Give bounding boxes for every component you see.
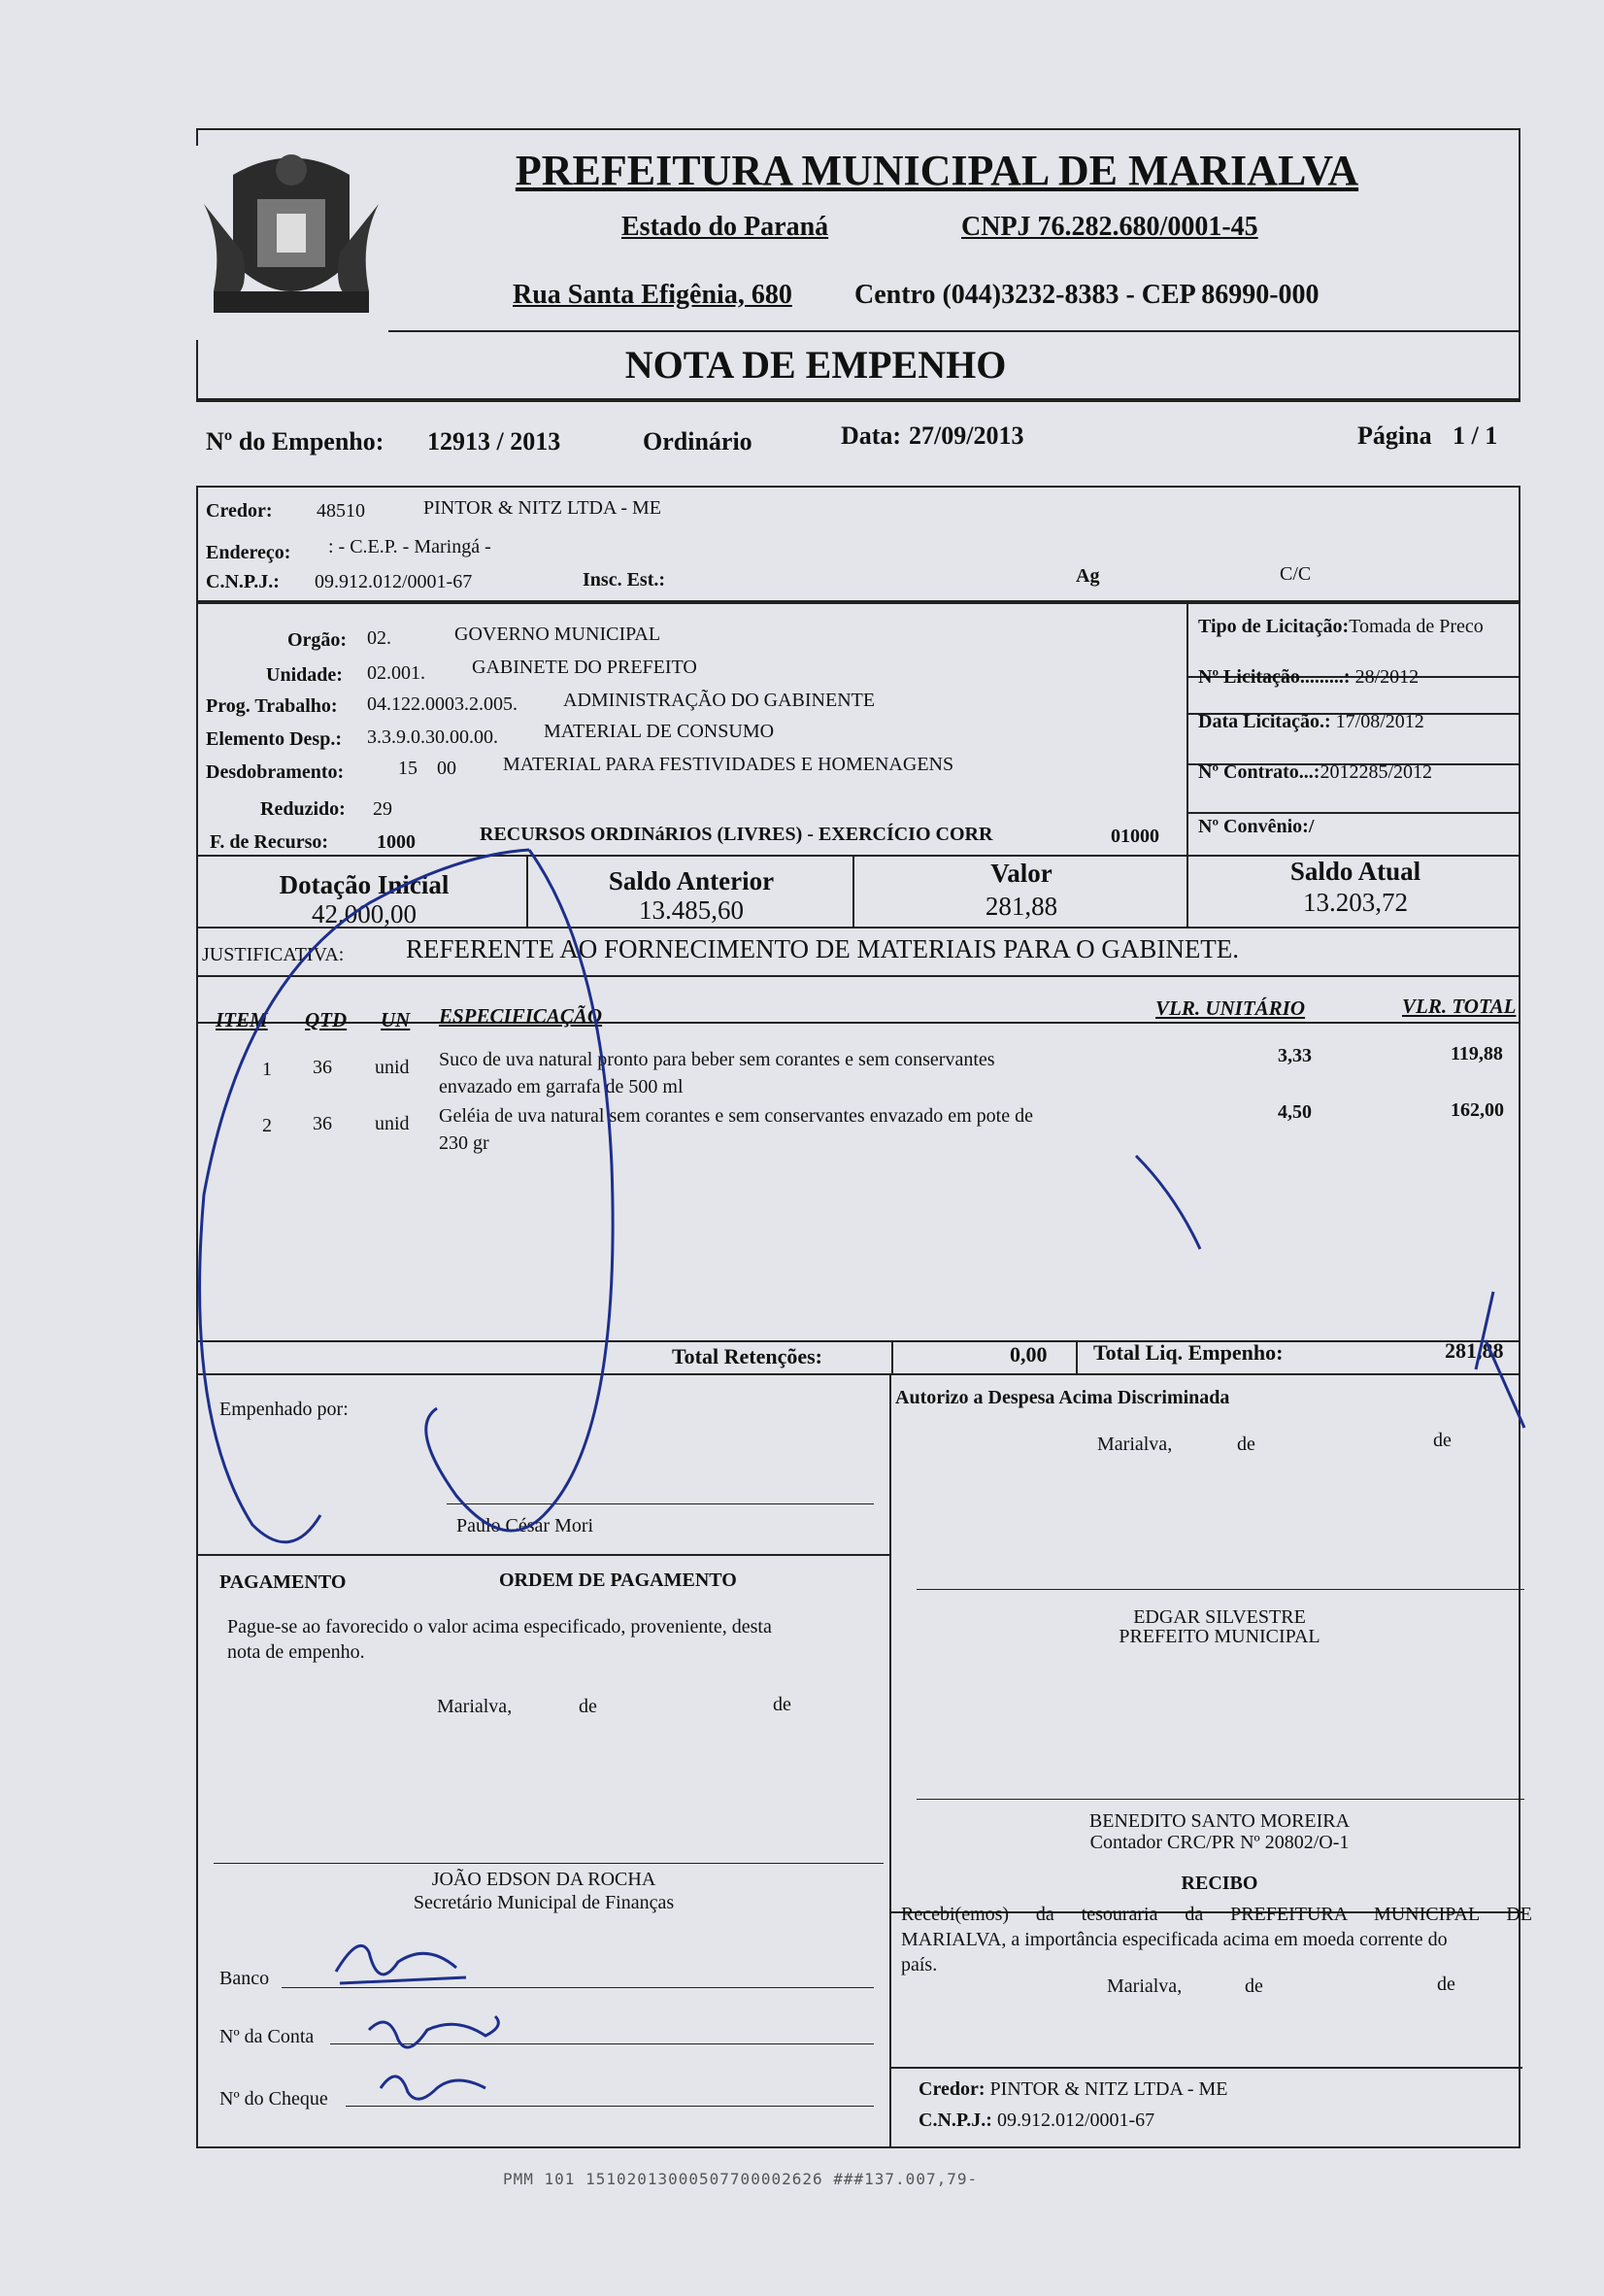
- saldo-anterior-label: Saldo Anterior: [608, 866, 775, 895]
- orgao-label: Orgão:: [287, 629, 348, 651]
- autorizo-label: Autorizo a Despesa Acima Discriminada: [895, 1387, 1230, 1408]
- item-qtd: 36: [313, 1057, 332, 1078]
- item-number: 1: [262, 1059, 272, 1080]
- justificativa-text: REFERENTE AO FORNECIMENTO DE MATERIAIS PARA O GABINETE.: [406, 934, 1240, 963]
- recibo-line2: MARIALVA, a importância especificada acima em moeda corrente do: [901, 1929, 1448, 1950]
- prog-code: 04.122.0003.2.005.: [367, 693, 518, 715]
- cheque-label: Nº do Cheque: [219, 2088, 328, 2110]
- desdob-code2: 00: [437, 758, 456, 779]
- item-unit-value: 4,50: [1278, 1101, 1312, 1123]
- recurso-label: F. de Recurso:: [210, 831, 329, 853]
- elemento-value: MATERIAL DE CONSUMO: [544, 721, 775, 742]
- empenho-number-label: Nº do Empenho:: [206, 427, 384, 456]
- recibo-line1: Recebi(emos) da tesouraria da PREFEITURA MUNICIPAL DE: [901, 1904, 1532, 1925]
- elemento-code: 3.3.9.0.30.00.00.: [367, 726, 498, 748]
- recibo-de1: de: [1245, 1975, 1263, 1997]
- conta-label: Nº da Conta: [219, 2026, 315, 2047]
- orgao-code: 02.: [367, 627, 391, 649]
- valor-label: Valor: [990, 859, 1053, 888]
- empenho-date-label: Data:: [841, 422, 902, 450]
- pague-line1: Pague-se ao favorecido o valor acima especificado, proveniente, desta: [227, 1616, 772, 1638]
- banco-label: Banco: [219, 1968, 270, 1989]
- page-number: 1 / 1: [1453, 422, 1498, 450]
- reduzido-label: Reduzido:: [260, 798, 346, 820]
- cnpj-value: 09.912.012/0001-67: [315, 571, 473, 592]
- empenhado-nome: Paulo César Mori: [456, 1515, 594, 1536]
- pague-line2: nota de empenho.: [227, 1641, 365, 1663]
- licitacao-data: Data Licitação.: 17/08/2012: [1198, 711, 1424, 732]
- elemento-label: Elemento Desp.:: [206, 728, 342, 750]
- item-un: unid: [375, 1113, 410, 1134]
- item-desc-line1: Suco de uva natural pronto para beber sem corantes e sem conservantes: [439, 1049, 995, 1070]
- saldo-atual-value: 13.203,72: [1303, 888, 1408, 917]
- cc-label: C/C: [1280, 563, 1312, 585]
- recibo-de2: de: [1437, 1974, 1455, 1995]
- prog-label: Prog. Trabalho:: [206, 695, 338, 717]
- district-phone: Centro (044)3232-8383 - CEP 86990-000: [854, 280, 1320, 310]
- item-un: unid: [375, 1057, 410, 1078]
- empenho-number: 12913 / 2013: [427, 427, 561, 456]
- secretario-cargo: Secretário Municipal de Finanças: [413, 1892, 675, 1913]
- orgao-value: GOVERNO MUNICIPAL: [454, 624, 661, 645]
- recibo-line3: país.: [901, 1954, 938, 1975]
- doc-title: NOTA DE EMPENHO: [624, 343, 1007, 387]
- header-cnpj: CNPJ 76.282.680/0001-45: [961, 212, 1258, 242]
- page-label: Página: [1357, 422, 1432, 450]
- item-qtd: 36: [313, 1113, 332, 1134]
- licitacao-convenio: Nº Convênio:/: [1198, 816, 1315, 837]
- col-espec: ESPECIFICAÇÃO: [439, 1004, 603, 1028]
- licitacao-tipo: Tipo de Licitação:Tomada de Preco: [1198, 616, 1484, 637]
- recurso-value: RECURSOS ORDINáRIOS (LIVRES) - EXERCÍCIO CORR: [480, 824, 993, 845]
- footer-code: PMM 101 15102013000507700002626 ###137.007,79-: [503, 2170, 979, 2188]
- licitacao-contrato: Nº Contrato...:2012285/2012: [1198, 761, 1433, 783]
- recurso-code: 1000: [377, 831, 416, 853]
- retencoes-label: Total Retenções:: [672, 1344, 822, 1368]
- col-qtd: QTD: [305, 1008, 348, 1031]
- unidade-label: Unidade:: [266, 664, 343, 686]
- col-unit: VLR. UNITÁRIO: [1155, 996, 1306, 1020]
- recibo-marialva: Marialva,: [1107, 1975, 1183, 1997]
- col-un: UN: [381, 1008, 411, 1031]
- autorizo-marialva: Marialva,: [1097, 1434, 1173, 1455]
- col-item: ITEM: [216, 1008, 268, 1031]
- empenho-type: Ordinário: [643, 427, 752, 456]
- liq-value: 281,88: [1445, 1338, 1504, 1363]
- retencoes-value: 0,00: [1010, 1342, 1048, 1367]
- col-total: VLR. TOTAL: [1402, 995, 1517, 1018]
- address: Rua Santa Efigênia, 680: [513, 280, 792, 310]
- prefeito-cargo: PREFEITO MUNICIPAL: [1119, 1626, 1320, 1647]
- desdob-value: MATERIAL PARA FESTIVIDADES E HOMENAGENS: [503, 754, 954, 775]
- endereco-label: Endereço:: [206, 542, 291, 563]
- desdob-label: Desdobramento:: [206, 761, 345, 783]
- liq-label: Total Liq. Empenho:: [1093, 1340, 1284, 1365]
- credor-name: PINTOR & NITZ LTDA - ME: [423, 497, 661, 519]
- secretario-nome: JOÃO EDSON DA ROCHA: [431, 1869, 656, 1890]
- ag-label: Ag: [1076, 565, 1100, 587]
- item-unit-value: 3,33: [1278, 1045, 1312, 1066]
- empenhado-label: Empenhado por:: [219, 1399, 349, 1420]
- item-desc-line2: 230 gr: [439, 1132, 489, 1154]
- state-label: Estado do Paraná: [621, 212, 829, 242]
- recibo-credor: Credor: PINTOR & NITZ LTDA - ME: [919, 2078, 1228, 2100]
- endereco-value: : - C.E.P. - Maringá -: [328, 536, 491, 557]
- saldo-anterior-value: 13.485,60: [639, 895, 744, 925]
- item-number: 2: [262, 1115, 272, 1136]
- credor-code: 48510: [317, 500, 365, 522]
- recibo-cnpj: C.N.P.J.: 09.912.012/0001-67: [919, 2110, 1155, 2131]
- licitacao-num: Nº Licitação.........: 28/2012: [1198, 666, 1420, 688]
- prog-value: ADMINISTRAÇÃO DO GABINENTE: [563, 690, 876, 711]
- pague-de1: de: [579, 1696, 597, 1717]
- cnpj-label: C.N.P.J.:: [206, 571, 280, 592]
- empenho-date: 27/09/2013: [909, 422, 1024, 450]
- unidade-code: 02.001.: [367, 662, 425, 684]
- item-desc-line2: envazado em garrafa de 500 ml: [439, 1076, 684, 1097]
- ordem-label: ORDEM DE PAGAMENTO: [499, 1570, 737, 1591]
- prefeitura-title: PREFEITURA MUNICIPAL DE MARIALVA: [515, 147, 1359, 194]
- autorizo-de1: de: [1237, 1434, 1255, 1455]
- recurso-num: 01000: [1111, 826, 1159, 847]
- insc-label: Insc. Est.:: [583, 569, 666, 591]
- dotacao-inicial-label: Dotação Inicial: [279, 870, 450, 899]
- reduzido-value: 29: [373, 798, 392, 820]
- dotacao-inicial-value: 42.000,00: [312, 899, 417, 929]
- recibo-title: RECIBO: [1181, 1873, 1258, 1894]
- pague-de2: de: [773, 1694, 791, 1715]
- justificativa-label: JUSTIFICATIVA:: [202, 944, 345, 965]
- credor-label: Credor:: [206, 500, 273, 522]
- saldo-atual-label: Saldo Atual: [1289, 857, 1421, 886]
- item-total-value: 119,88: [1451, 1043, 1503, 1064]
- autorizo-de2: de: [1433, 1430, 1452, 1451]
- item-desc-line1: Geléia de uva natural sem corantes e sem conservantes envazado em pote de: [439, 1105, 1033, 1127]
- contador-cargo: Contador CRC/PR Nº 20802/O-1: [1089, 1832, 1350, 1853]
- item-total-value: 162,00: [1451, 1099, 1504, 1121]
- pagamento-label: PAGAMENTO: [219, 1571, 347, 1593]
- unidade-value: GABINETE DO PREFEITO: [472, 657, 697, 678]
- valor-value: 281,88: [985, 892, 1058, 921]
- pague-marialva: Marialva,: [437, 1696, 513, 1717]
- contador-nome: BENEDITO SANTO MOREIRA: [1088, 1810, 1351, 1832]
- desdob-code1: 15: [398, 758, 418, 779]
- prefeito-nome: EDGAR SILVESTRE: [1133, 1606, 1306, 1628]
